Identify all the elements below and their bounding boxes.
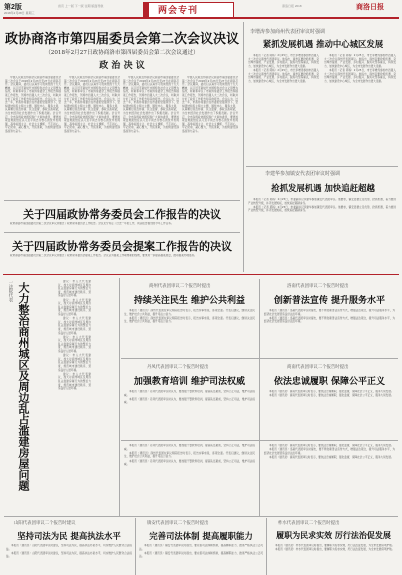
grid-body: 本报讯（通讯员）丹凤代表团审议时认为，要加强干警教育培训，提高队伍素质，坚持公正司法，维护司法权威。 本报讯（通讯员）丹凤代表团审议时认为，要加强干警教育培训，提高队伍素质，坚持公正司法，维护司法权威。 [124, 390, 255, 405]
grid-kicker: 镇安代表团审议二个报告时提出 [147, 521, 209, 526]
main-label: 政 治 决 议 [99, 61, 145, 71]
grid-title: 创新普法宣传 提升服务水平 [273, 296, 386, 306]
vertical-title: 大力整治商州城区及周边乱占滥建房屋问题 [17, 282, 30, 491]
vertical-body-2 [58, 340, 116, 520]
main-body-col-3: 中国人民政治协商会议商洛市第四届委员会第二次会议于2018年2月23日至27日在商洛召开。会议期间，委员们认真学习贯彻党的十九大精神，以习近平新时代中国特色社会主义思想为指导，听取和审议了市政协常委会工作报告和提案工作报告，列席市四届人大二次会议，听取并讨论了政府工作报告和其他报告。会议认为，过去一年，市政协常委会在市委的坚强领导下，坚持团结和民主两大主题，围绕中心、服务大局，认真履行政治协商、民主监督、参政议政职能，为全市经济社会发展作出了积极贡献。会议号召，全市各级政协组织和广大政协委员，要更加紧密地团结在以习近平同志为核心的党中央周围，高举爱国主义、社会主义旗帜，不忘初心，牢记使命，凝心聚力，开拓进取，为加快建设商洛而努力奋斗。 [123, 76, 179, 133]
grid-cell-danfeng [121, 360, 258, 438]
right-top-title: 紧抓发展机遇 推动中心城区发展 [262, 39, 384, 49]
main-body-col-1: 中国人民政治协商会议商洛市第四届委员会第二次会议于2018年2月23日至27日在商洛召开。会议期间，委员们认真学习贯彻党的十九大精神，以习近平新时代中国特色社会主义思想为指导，听取和审议了市政协常委会工作报告和提案工作报告，列席市四届人大二次会议，听取并讨论了政府工作报告和其他报告。会议认为，过去一年，市政协常委会在市委的坚强领导下，坚持团结和民主两大主题，围绕中心、服务大局，认真履行政治协商、民主监督、参政议政职能，为全市经济社会发展作出了积极贡献。会议号召，全市各级政协组织和广大政协委员，要更加紧密地团结在以习近平同志为核心的党中央周围，高举爱国主义、社会主义旗帜，不忘初心，牢记使命，凝心聚力，开拓进取，为加快建设商洛而努力奋斗。 [5, 76, 61, 133]
date-line: 2018年2月28日 星期三 [4, 11, 35, 15]
vertical-kicker: 一法院代表 [8, 280, 13, 302]
main-body-col-4: 中国人民政治协商会议商洛市第四届委员会第二次会议于2018年2月23日至27日在商洛召开。会议期间，委员们认真学习贯彻党的十九大精神，以习近平新时代中国特色社会主义思想为指导，听取和审议了市政协常委会工作报告和提案工作报告，列席市四届人大二次会议，听取并讨论了政府工作报告和其他报告。会议认为，过去一年，市政协常委会在市委的坚强领导下，坚持团结和民主两大主题，围绕中心、服务大局，认真履行政治协商、民主监督、参政议政职能，为全市经济社会发展作出了积极贡献。会议号召，全市各级政协组织和广大政协委员，要更加紧密地团结在以习近平同志为核心的党中央周围，高举爱国主义、社会主义旗帜，不忘初心，牢记使命，凝心聚力，开拓进取，为加快建设商洛而努力奋斗。 [182, 76, 238, 133]
vertical-body-1: 建议：市人大代表建议，加大对商州城区及周边乱占滥建房屋行为的整治力度，规范城市建设秩序，营造良好人居环境。 建议：市人大代表建议，加大对商州城区及周边乱占滥建房屋行为的整治力度，规范城市建设秩序，营造良好人居环境。 建议：市人大代表建议，加大对商州城区及周边乱占滥建房屋行为的整治力度，规范城市建设秩序，营造良好人居环境。 建议：市人大代表建议，加大对商州城区及周边乱占滥建房屋行为的整治力度，规范城市建设秩序，营造良好人居环境。 建议：市人大代表建议，加大对商州城区及周边乱占滥建房屋行为的整治力度，规范城市建设秩序，营造良好人居环境。 建议：市人大代表建议，加大对商州城区及周边乱占滥建房屋行为的整治力度，规范城市建设秩序，营造良好人居环境。 [58, 280, 91, 391]
section-title: 两会专刊 [158, 6, 199, 16]
grid-title: 持续关注民生 维护公共利益 [133, 296, 246, 306]
grid-title: 加强教育培训 维护司法权威 [133, 377, 246, 387]
grid-body: 本报讯（通讯员）柞水代表团审议时提出，要履职为民求实效，厉行法治促发展，为全市发展保驾护航。 本报讯（通讯员）柞水代表团审议时提出，要履职为民求实效，厉行法治促发展，为全市发展保驾护航。 [275, 544, 395, 552]
main-body-col-2: 中国人民政治协商会议商洛市第四届委员会第二次会议于2018年2月23日至27日在商洛召开。会议期间，委员们认真学习贯彻党的十九大精神，以习近平新时代中国特色社会主义思想为指导，听取和审议了市政协常委会工作报告和提案工作报告，列席市四届人大二次会议，听取并讨论了政府工作报告和其他报告。会议认为，过去一年，市政协常委会在市委的坚强领导下，坚持团结和民主两大主题，围绕中心、服务大局，认真履行政治协商、民主监督、参政议政职能，为全市经济社会发展作出了积极贡献。会议号召，全市各级政协组织和广大政协委员，要更加紧密地团结在以习近平同志为核心的党中央周围，高举爱国主义、社会主义旗帜，不忘初心，牢记使命，凝心聚力，开拓进取，为加快建设商洛而努力奋斗。 [64, 76, 120, 133]
nav-line[interactable]: 首页 上一版 下一版 往期 版面导航 [58, 4, 104, 8]
page-label: 第2版 [4, 4, 22, 11]
grid-cell-shanyang [4, 518, 134, 574]
grid-extra-right: 本报讯（通讯员）商南代表团审议时表示，要依法忠诚履职，强化监督，保障社会公平正义，服务大局发展。 本报讯（通讯员）洛南代表团审议时提出，要不断创新普法宣传方式，增强法治观念，提升司法服务水平，为经济社会发展营造良好法治环境。 本报讯（通讯员）商南代表团审议时表示，要依法忠诚履职，强化监督，保障社会公平正义，服务大局发展。 [264, 444, 395, 459]
right-mid-kicker: 李建华参加镇安代表团审议时强调 [265, 171, 341, 177]
grid-cell-shangzhou [121, 279, 258, 357]
grid-kicker: 洛南代表团审议二个报告时提出 [287, 284, 349, 289]
grid-body: 本报讯（通讯员）洛南代表团审议时提出，要不断创新普法宣传方式，增强法治观念，提升司法服务水平，为经济社会发展营造良好法治环境。 本报讯（通讯员）洛南代表团审议时提出，要不断创新普法宣传方式，增强法治观念，提升司法服务水平，为经济社会发展营造良好法治环境。 [264, 309, 395, 324]
grid-title: 坚持司法为民 提高执法水平 [17, 531, 121, 541]
right-mid-body: 本报讯（记者 郭杨）2月25日，市委副书记李建华参加镇安代表团审议。他要求，镇安县要立足优势，抢抓机遇，着力推进产业转型升级，补齐发展短板，加快追赶超越步伐。 本报讯（记者 郭杨）2月25日，市委副书记李建华参加镇安代表团审议。他要求，镇安县要立足优势，抢抓机遇，着力推进产业转型升级，补齐发展短板，加快追赶超越步伐。 [248, 198, 396, 213]
grid-title: 依法忠诚履职 保障公平正义 [273, 377, 386, 387]
grid-kicker: 山阳代表团审议二个报告时建议 [14, 521, 76, 526]
grid-cell-luonan [261, 279, 398, 357]
grid-body: 本报讯（通讯员）商州代表团在审议两院报告时表示，报告实事求是，客观全面。代表们建议，继续关注民生，维护社会公共利益，提升司法公信力。 本报讯（通讯员）商州代表团在审议两院报告时表示，报告实事求是，客观全面。代表们建议，继续关注民生，维护社会公共利益，提升司法公信力。 [124, 309, 255, 324]
grid-kicker: 商州代表团审议二个报告时提出 [149, 284, 211, 289]
grid-kicker: 丹凤代表团审议二个报告时提出 [147, 365, 209, 370]
right-top-kicker: 李增涛参加商州代表团审议时强调 [250, 29, 326, 35]
grid-title: 履职为民求实效 厉行法治促发展 [276, 530, 391, 540]
grid-extra-left: 本报讯（通讯员）丹凤代表团审议时认为，要加强干警教育培训，提高队伍素质，坚持公正司法，维护司法权威。 本报讯（通讯员）商州代表团在审议两院报告时表示，报告实事求是，客观全面。代表们建议，继续关注民生，维护社会公共利益，提升司法公信力。 本报讯（通讯员）丹凤代表团审议时认为，要加强干警教育培训，提高队伍素质，坚持公正司法，维护司法权威。 [124, 444, 255, 467]
grid-body: 本报讯（通讯员）商南代表团审议时表示，要依法忠诚履职，强化监督，保障社会公平正义，服务大局发展。 本报讯（通讯员）商南代表团审议时表示，要依法忠诚履职，强化监督，保障社会公平正义，服务大局发展。 [269, 390, 394, 398]
right-top-body-2: 本报讯（记者 郭杨）2月25日，市长李增涛参加市四届人大二次会议商州代表团审议。他指出，商州区要抢抓机遇，突出城市提质、产业发展、乡村振兴、脱贫攻坚等重点，持续发力，加快建设中心城区，为全市发展作出更大贡献。 本报讯（记者 郭杨）2月25日，市长李增涛参加市四届人大二次会议商州代表团审议。他指出，商州区要抢抓机遇，突出城市提质、产业发展、乡村振兴、脱贫攻坚等重点，持续发力，加快建设中心城区，为全市发展作出更大贡献。 [324, 54, 396, 83]
grid-cell-shangnan [261, 360, 398, 438]
resolution-1-title: 关于四届政协常务委员会工作报告的决议 [23, 208, 221, 221]
right-mid-title: 抢抓发展机遇 加快追赶超越 [271, 183, 375, 193]
grid-body: 本报讯（通讯员）镇安代表团审议时提出，要完善司法体制机制，提高履职能力，推进严格执法公正司法。 本报讯（通讯员）镇安代表团审议时提出，要完善司法体制机制，提高履职能力，推进严格执法公正司法。 [139, 544, 263, 559]
header-rule [3, 17, 399, 19]
right-info: 商洛日报 2018 [282, 4, 302, 8]
grid-title: 完善司法体制 提高履职能力 [149, 531, 253, 541]
grid-cell-zhenan [137, 518, 265, 574]
resolution-2-title: 关于四届政协常务委员会提案工作报告的决议 [12, 240, 232, 253]
grid-kicker: 柞水代表团审议二个报告时提出 [278, 521, 340, 526]
right-top-body-1: 本报讯（记者 郭杨）2月25日，市长李增涛参加市四届人大二次会议商州代表团审议。他指出，商州区要抢抓机遇，突出城市提质、产业发展、乡村振兴、脱贫攻坚等重点，持续发力，加快建设中心城区，为全市发展作出更大贡献。 本报讯（记者 郭杨）2月25日，市长李增涛参加市四届人大二次会议商州代表团审议。他指出，商州区要抢抓机遇，突出城市提质、产业发展、乡村振兴、脱贫攻坚等重点，持续发力，加快建设中心城区，为全市发展作出更大贡献。 [248, 54, 319, 83]
grid-cell-zhashui [268, 518, 399, 574]
newspaper-logo: 商洛日报 [356, 2, 384, 11]
grid-kicker: 商南代表团审议二个报告时提出 [287, 365, 349, 370]
resolution-1-body: 政协商洛市第四届委员会第二次会议审议并通过了政协常务委员会工作报告。会议充分肯定了过去一年的工作，同意报告提出的今年工作任务。 [10, 222, 174, 225]
main-title: 政协商洛市第四届委员会第二次会议决议 [4, 32, 239, 47]
resolution-2-body: 政协商洛市第四届委员会第二次会议审议并通过了政协常务委员会提案工作报告。会议认为提案工作取得新的成效，要求进一步提高提案质量，推动提案办理落实。 [10, 254, 197, 257]
grid-body: 本报讯（通讯员）山阳代表团审议时建议，坚持司法为民，提高执法办案水平，切实维护人民群众合法权益。 本报讯（通讯员）山阳代表团审议时建议，坚持司法为民，提高执法办案水平，切实维护人民群众合法权益。 [6, 544, 132, 559]
main-subtitle: （2018年2月27日政协商洛市第四届委员会第二次会议通过） [45, 50, 199, 56]
